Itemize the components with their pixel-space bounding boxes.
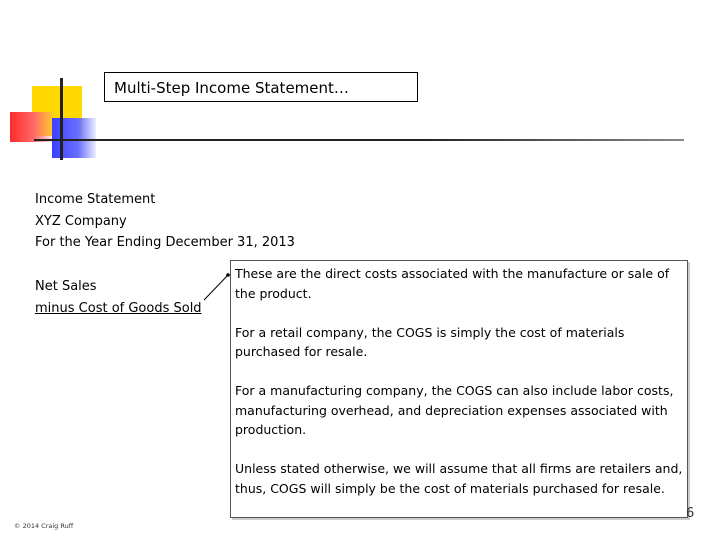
- callout-paragraph-assumption: Unless stated otherwise, we will assume that all firms are retailers and, thus, COGS will simply be the cost of materials purchased for resale.: [235, 461, 683, 496]
- copyright-notice: © 2014 Craig Ruff: [14, 522, 74, 530]
- statement-heading: [35, 189, 295, 254]
- company-name: XYZ Company: [35, 213, 127, 229]
- connector-line: [204, 275, 228, 300]
- net-sales-line: Net Sales: [35, 279, 97, 294]
- cogs-callout-text: [235, 264, 687, 498]
- callout-paragraph-retail: For a retail company, the COGS is simply the cost of materials purchased for resale.: [235, 324, 625, 359]
- cogs-line: minus Cost of Goods Sold: [35, 300, 202, 316]
- statement-line-items: [35, 276, 202, 319]
- callout-paragraph-definition: These are the direct costs associated with the manufacture or sale of the product.: [235, 266, 670, 301]
- title-underline-fade: [420, 139, 684, 141]
- page-number: 6: [686, 506, 695, 521]
- slide-title: Multi-Step Income Statement…: [104, 72, 418, 102]
- callout-paragraph-manufacturing: For a manufacturing company, the COGS can also include labor costs, manufacturing overhead, and depreciation expenses associated with production.: [235, 383, 674, 437]
- statement-title: Income Statement: [35, 192, 156, 207]
- statement-period: For the Year Ending December 31, 2013: [35, 235, 295, 250]
- decor-vertical-rule: [60, 78, 63, 160]
- decor-blue-square: [52, 118, 96, 158]
- decor-red-bar: [10, 112, 54, 142]
